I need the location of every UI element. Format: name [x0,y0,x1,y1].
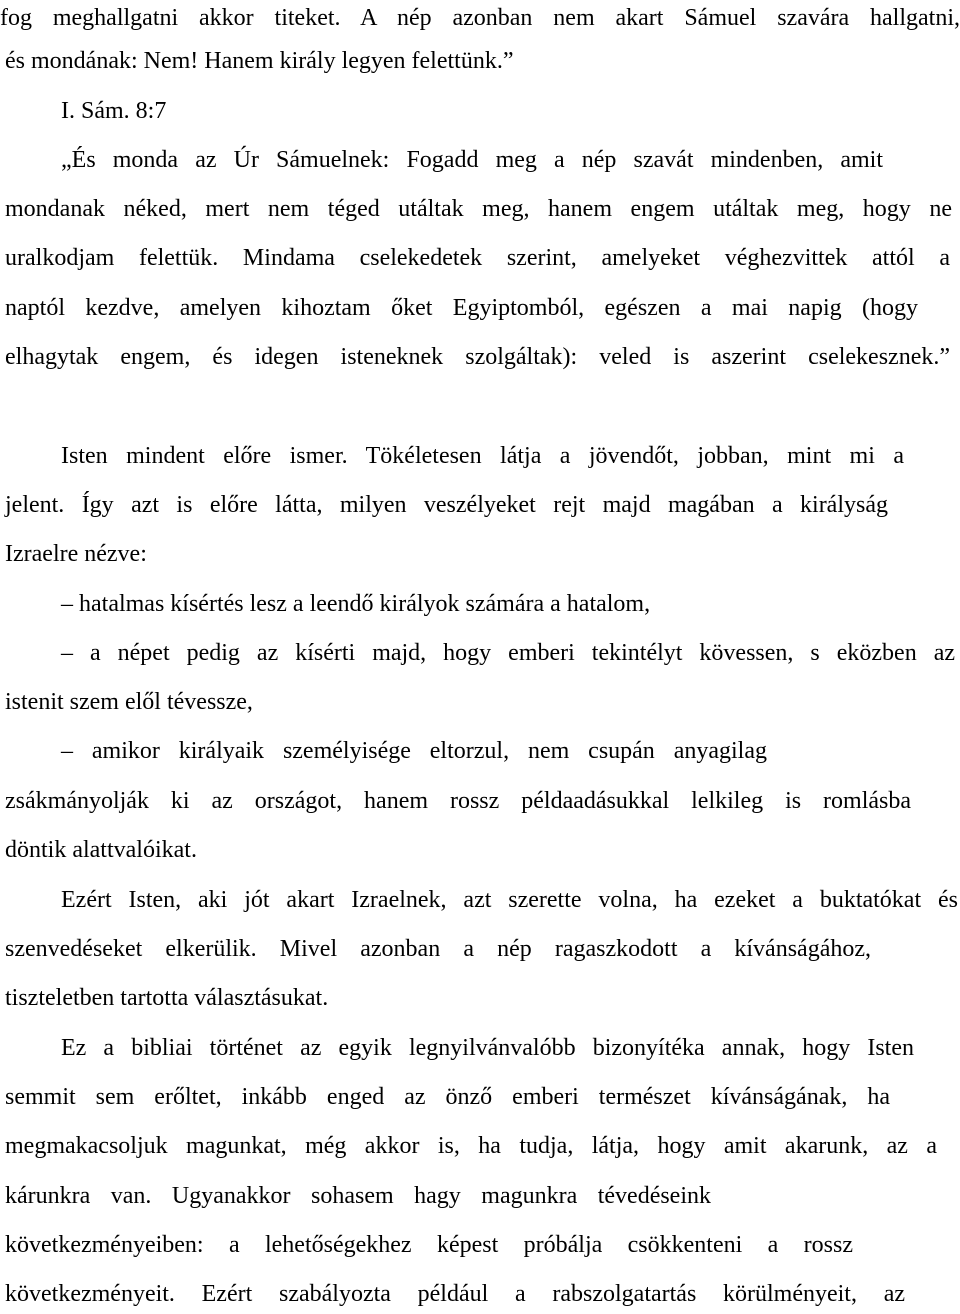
text-line: Izraelre nézve: [5,541,147,567]
text-line: döntik alattvalóikat. [5,837,197,863]
text-line: megmakacsoljuk magunkat, még akkor is, ha tudja, látja, hogy amit akarunk, az a [5,1133,937,1159]
list-item: – a népet pedig az kísérti majd, hogy emberi tekintélyt kövessen, s eközben az [61,640,955,666]
text-line: következményeiben: a lehetőségekhez képest próbálja csökkenteni a rossz [5,1232,853,1258]
text-line: tiszteletben tartotta választásukat. [5,985,329,1011]
list-item: – hatalmas kísértés lesz a leendő királyok számára a hatalom, [61,591,651,617]
text-line: naptól kezdve, amelyen kihoztam őket Egyiptomból, egészen a mai napig (hogy [5,295,918,321]
text-line: „És monda az Úr Sámuelnek: Fogadd meg a nép szavát mindenben, amit [61,147,883,173]
text-line: semmit sem erőltet, inkább enged az önző emberi természet kívánságának, ha [5,1084,890,1110]
text-line: istenit szem elől tévessze, [5,689,253,715]
text-line: kárunkra van. Ugyanakkor sohasem hagy magunkra tévedéseink [5,1183,711,1209]
text-line: Ez a bibliai történet az egyik legnyilvánvalóbb bizonyítéka annak, hogy Isten [61,1035,914,1061]
text-line: Isten mindent előre ismer. Tökéletesen látja a jövendőt, jobban, mint mi a [61,443,904,469]
text-line: szenvedéseket elkerülik. Mivel azonban a nép ragaszkodott a kívánságához, [5,936,871,962]
scripture-reference: I. Sám. 8:7 [61,98,167,124]
list-item: – amikor királyaik személyisége eltorzul, nem csupán anyagilag [61,738,767,764]
text-line: zsákmányolják ki az országot, hanem rossz példaadásukkal lelkileg is romlásba [5,788,911,814]
text-line: Ezért Isten, aki jót akart Izraelnek, azt szerette volna, ha ezeket a buktatókat és [61,887,958,913]
text-line: mondanak néked, mert nem téged utáltak meg, hanem engem utáltak meg, hogy ne [5,196,952,222]
text-line: elhagytak engem, és idegen isteneknek szolgáltak): veled is aszerint cselekesznek.” [5,344,950,370]
text-line: fog meghallgatni akkor titeket. A nép azonban nem akart Sámuel szavára hallgatni, [0,5,960,31]
text-line: és mondának: Nem! Hanem király legyen felettünk.” [5,48,514,74]
text-line: következményeit. Ezért szabályozta például a rabszolgatartás körülményeit, az [5,1281,905,1307]
text-line: uralkodjam felettük. Mindama cselekedetek szerint, amelyeket véghezvittek attól a [5,245,950,271]
text-line: jelent. Így azt is előre látta, milyen veszélyeket rejt majd magában a királyság [5,492,888,518]
